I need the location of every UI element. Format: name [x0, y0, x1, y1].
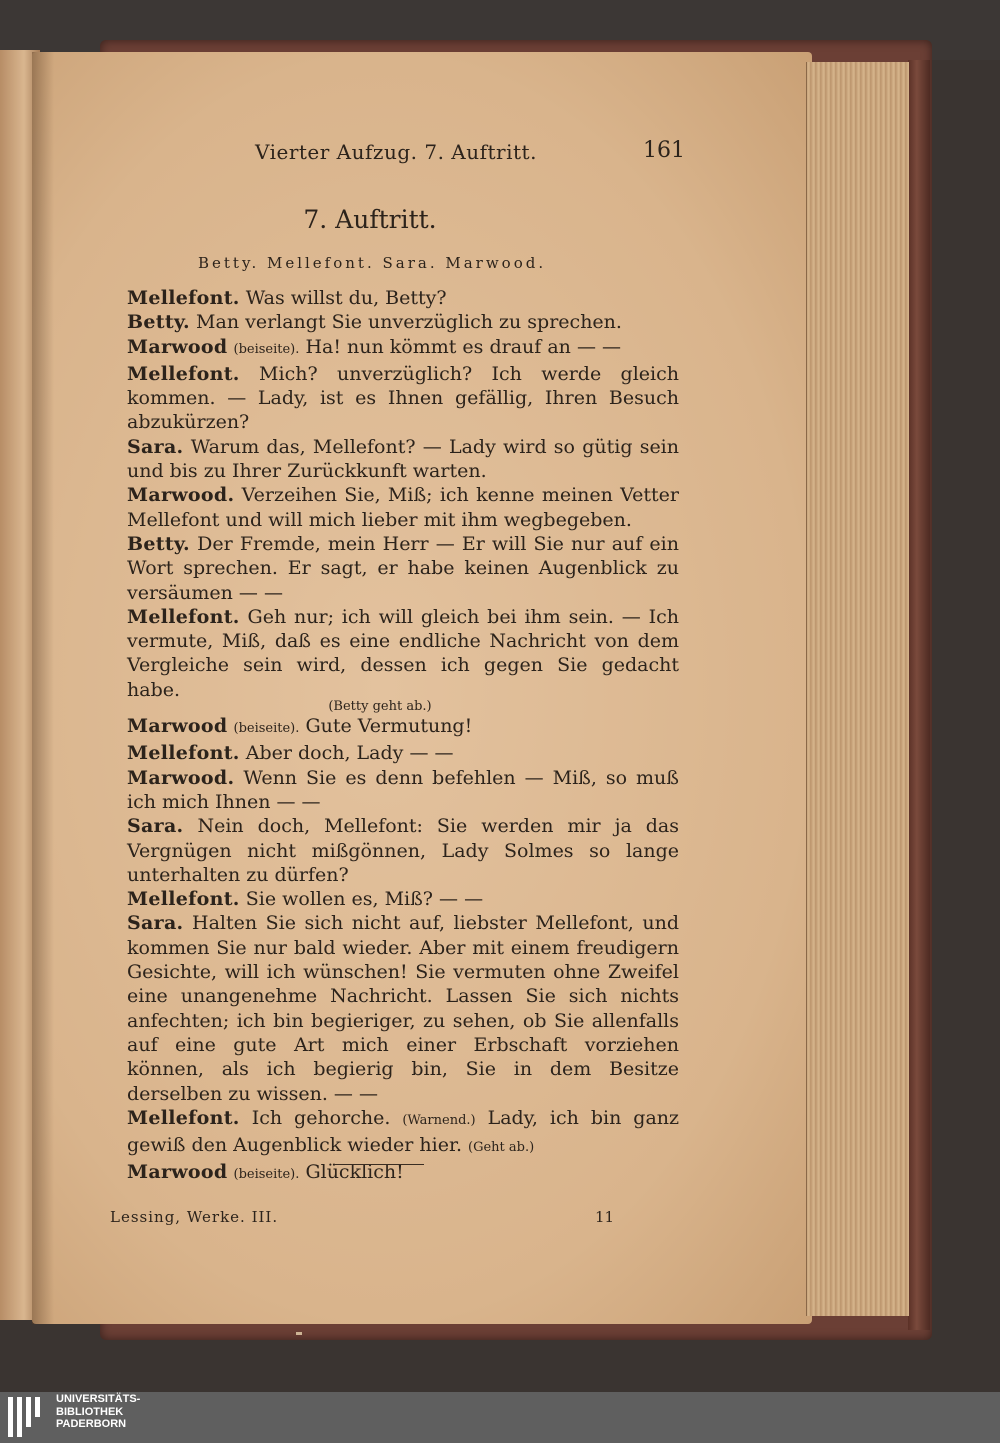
line-text: Man verlangt Sie unverzüglich zu sprechen. [196, 311, 622, 334]
line-text: Lady, ich bin ganz gewiß den Augenblick wieder hier. [127, 1106, 680, 1157]
dialogue-line [81, 483, 679, 532]
speaker: Betty. [127, 311, 190, 334]
dialogue-line [81, 286, 679, 310]
footer-signature: Lessing, Werke. III. [110, 1208, 279, 1226]
line-text: Ha! nun kömmt es drauf an — — [305, 335, 621, 358]
speaker: Sara. [127, 815, 184, 838]
line-text: Sie wollen es, Miß? — — [245, 888, 484, 911]
dialogue-line [81, 887, 679, 911]
footer-sheet-number: 11 [595, 1208, 615, 1226]
stage-direction: (beiseite). [233, 721, 300, 737]
dialogue-line [81, 714, 679, 741]
line-text: Mich? unverzüglich? Ich werde gleich kommen. — Lady, ist es Ihnen gefällig, Ihren Besuch abzukürzen? [127, 362, 679, 434]
dialogue-line [81, 532, 679, 605]
scene-title-text: 7. Auftritt. [303, 205, 437, 234]
speaker: Mellefont. [127, 1106, 240, 1129]
line-text: Aber doch, Lady — — [245, 742, 454, 765]
line-text: Nein doch, Mellefont: Sie werden mir ja das Vergnügen nicht mißgönnen, Lady Solmes so lange unterhalten zu dürfen? [127, 815, 679, 886]
line-text: Glücklich! [305, 1161, 404, 1184]
speaker: Marwood [127, 1161, 228, 1184]
stage-direction: (Geht ab.) [468, 1140, 535, 1156]
library-name-line: PADERBORN [56, 1418, 127, 1430]
library-name-line: UNIVERSITÄTS- [56, 1393, 141, 1405]
dialogue-line [81, 335, 679, 362]
cover-edge [908, 60, 930, 1330]
line-text: Verzeihen Sie, Miß; ich kenne meinen Vetter Mellefont und will mich lieber mit ihm wegbegeben. [127, 484, 679, 531]
cast-list: Betty. Mellefont. Sara. Marwood. [198, 254, 547, 272]
dialogue-line [81, 911, 679, 1105]
speaker: Betty. [127, 532, 190, 555]
scene-title [0, 205, 1000, 234]
dialogue-block-2 [81, 714, 679, 1106]
stage-direction: (Warnend.) [402, 1112, 476, 1128]
dialogue-line [81, 1106, 679, 1161]
library-name-line: BIBLIOTHEK [56, 1405, 124, 1418]
line-text: Warum das, Mellefont? — Lady wird so gütig sein und bis zu Ihrer Zurückkunft warten. [127, 435, 679, 483]
line-text: Was willst du, Betty? [245, 287, 447, 309]
speaker: Mellefont. [127, 888, 240, 911]
speaker: Mellefont. [127, 742, 240, 765]
speaker: Sara. [127, 435, 184, 458]
dialogue-line [81, 766, 679, 815]
line-text: Ich gehorche. [251, 1106, 391, 1129]
running-title: Vierter Aufzug. 7. Auftritt. [255, 140, 537, 164]
stage-direction: (Betty geht ab.) [328, 699, 432, 715]
library-name [56, 1393, 140, 1431]
dialogue-line [81, 814, 679, 887]
speaker: Sara. [127, 912, 184, 935]
page-leaves [806, 62, 909, 1316]
dialogue-line [81, 310, 679, 334]
speaker: Marwood. [127, 766, 235, 789]
dialogue-block-1 [81, 286, 679, 702]
page-mark [296, 1332, 302, 1335]
speaker: Marwood [127, 715, 228, 738]
library-banner [0, 1392, 1000, 1443]
page-gutter-shadow [32, 52, 54, 1324]
speaker: Marwood. [127, 484, 235, 507]
speaker: Marwood [127, 335, 228, 358]
dialogue-body [81, 286, 679, 1188]
dialogue-line [81, 741, 679, 765]
speaker: Mellefont. [127, 362, 240, 385]
speaker: Mellefont. [127, 287, 240, 309]
line-text: Gute Vermutung! [305, 715, 473, 738]
library-logo-icon [8, 1397, 46, 1437]
dialogue-line [81, 605, 679, 702]
line-text: Halten Sie sich nicht auf, liebster Mellefont, und kommen Sie nur bald wieder. Aber mit einem freudigern Gesichte, will ich wünschen! Sie vermuten ohne Zweifel eine unangenehme Nachricht. Lassen Sie sich nichts anfechten; ich bin begieriger, zu sehen, ob Sie allenfalls auf eine gute Art mich einer Erbschaft vorziehen können, als ich begierig bin, Sie in dem Besitze derselben zu wissen. — — [127, 912, 679, 1105]
line-text: Der Fremde, mein Herr — Er will Sie nur auf ein Wort sprechen. Er sagt, er habe keinen Augenblick zu versäumen — — [127, 532, 679, 604]
line-text: Geh nur; ich will gleich bei ihm sein. — Ich vermute, Miß, daß es eine endliche Nachricht von dem Vergleiche sein wird, dessen ich gegen Sie gedacht habe. [127, 605, 679, 701]
page-number: 161 [643, 138, 685, 163]
dialogue-line [81, 362, 679, 435]
stage-direction: (beiseite). [233, 341, 300, 357]
dialogue-line [81, 435, 679, 484]
divider-rule [334, 1164, 424, 1165]
line-text: Wenn Sie es denn befehlen — Miß, so muß ich mich Ihnen — — [127, 766, 679, 813]
stage-direction: (beiseite). [233, 1167, 300, 1183]
speaker: Mellefont. [127, 605, 240, 628]
